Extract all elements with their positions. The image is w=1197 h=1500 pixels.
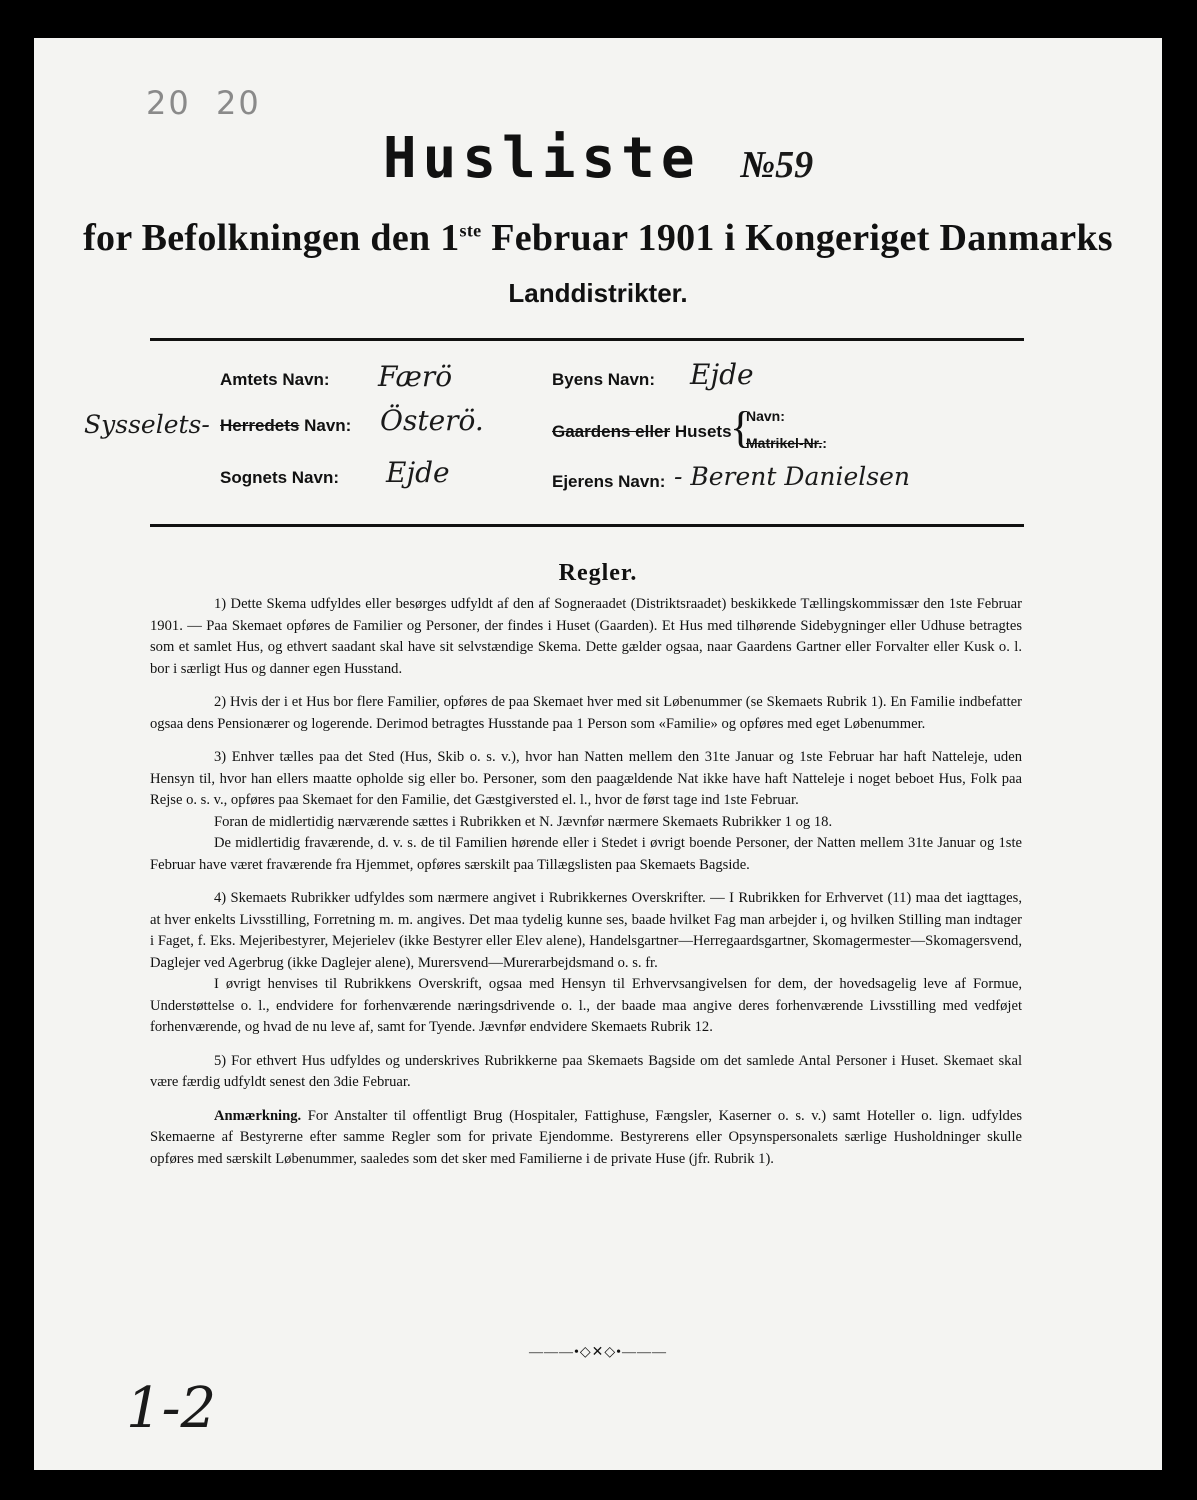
gaard-label-rest: Husets — [670, 422, 732, 441]
rule-4b: I øvrigt henvises til Rubrikkens Overskrift, ogsaa med Hensyn til Erhvervsangivelsen for dem, der hovedsagelig leve af Formue, Understøttelse o. l., endvidere for forhenværende næringsdrivende o. l., der baade maa angive deres forhenværende Livsstilling med vedføjet forhenværende, og hvad de nu leve af, samt for Tyende. Jævnfør endvidere Skemaets Rubrik 12. — [150, 976, 1022, 1035]
herred-label — [220, 416, 351, 436]
gaard-label-struck: Gaardens eller — [552, 422, 671, 441]
matrikel-struck: Matrikel-Nr. — [746, 435, 823, 451]
pencil-number-left: 20 — [146, 84, 191, 122]
brace-glyph: { — [730, 403, 752, 452]
rule-3b: Foran de midlertidig nærværende sættes i Rubrikken et N. Jævnfør nærmere Skemaets Rubrikker 1 og 18. — [214, 813, 833, 830]
ejer-value: - Berent Danielsen — [674, 462, 910, 491]
herred-label-rest: Navn: — [299, 416, 352, 435]
sogn-value: Ejde — [386, 456, 450, 489]
middle-divider — [150, 524, 1024, 527]
pencil-number-right: 20 — [216, 84, 261, 122]
matrikel-colon: : — [822, 435, 827, 451]
bottom-handwritten-number: 1-2 — [126, 1376, 217, 1441]
rule-4: 4) Skemaets Rubrikker udfyldes som nærmere angivet i Rubrikkernes Overskrifter. — I Rubrikken for Erhvervet (11) maa det iagttages, at hver enkelts Livsstilling, Forretning m. m. angives. Det maa tydelig kunne ses, baade hvilket Fag man arbejder i, og hvilken Stilling man indtager i Faget, f. Eks. Mejeribestyrer, Mejerielev (ikke Bestyrer eller Elev alene), Handelsgartner—Herregaardsgartner, Skomagermester—Skomagersvend, Daglejer ved Agerbrug (ikke Daglejer alene), Murersvend—Murerarbejdsmand o. s. fr. — [150, 890, 1022, 971]
form-subtitle — [34, 216, 1162, 260]
subtitle-part-1: for Befolkningen den 1 — [83, 217, 460, 259]
sogn-label: Sognets Navn: — [220, 468, 340, 487]
note — [150, 1106, 1022, 1171]
herred-label-struck: Herredets — [220, 416, 300, 435]
rule-2: 2) Hvis der i et Hus bor flere Familier, opføres de paa Skemaet hver med sit Løbenummer (se Skemaets Rubrik 1). En Familie indbefatter ogsaa dens Pensionærer og logerende. Derimod betragtes Husstande paa 1 Person som «Familie» og opføres med eget Løbenummer. — [150, 694, 1022, 732]
by-label: Byens Navn: — [552, 370, 655, 389]
subtitle-sup: ste — [459, 220, 482, 241]
rule-5: 5) For ethvert Hus udfyldes og underskrives Rubrikkerne paa Skemaets Bagside om det samlede Antal Personer i Huset. Skemaet skal være færdig udfyldt senest den 3die Februar. — [150, 1052, 1022, 1090]
form-title — [34, 126, 1162, 191]
list-number: 59 — [775, 144, 814, 186]
rule-3: 3) Enhver tælles paa det Sted (Hus, Skib o. s. v.), hvor han Natten mellem den 31te Januar og 1ste Februar har haft Natteleje, uden Hensyn til, hvor han ellers maatte opholde sig eller bo. Personer, som den paagældende Nat ikke have haft Natteleje i noget beboet Hus, Folk paa Rejse o. s. v., opføres paa Skemaet for den Familie, det Gæstgiversted el. l., hvor de først tage ind 1ste Februar. — [150, 749, 1022, 808]
top-divider — [150, 338, 1024, 341]
subtitle-part-2: Februar 1901 i Kongeriget Danmarks — [481, 217, 1113, 259]
by-value: Ejde — [690, 358, 754, 391]
amt-label: Amtets Navn: — [220, 370, 330, 389]
number-prefix: № — [740, 144, 776, 186]
ornament-divider: ———•◇✕◇•——— — [528, 1345, 668, 1360]
note-label: Anmærkning. — [214, 1107, 302, 1124]
amt-value: Færö — [378, 360, 453, 393]
gaard-navn-label: Navn: — [746, 408, 785, 424]
district-heading: Landdistrikter. — [508, 278, 688, 308]
gaard-matrikel-label — [746, 435, 827, 451]
rules-body — [150, 594, 1022, 1182]
rule-1: 1) Dette Skema udfyldes eller besørges udfyldt af den af Sogneraadet (Distriktsraadet) beskikkede Tællingskommissær den 1ste Februar 1901. — Paa Skemaet opføres de Familier og Personer, der findes i Huset (Gaarden). Et Hus med tilhørende Sidebygninger eller Udhuse betragtes som et samlet Hus, og ethvert saadant skal have sit selvstændige Skema. Dette gælder ogsaa, naar Gaardens Gartner eller Forvalter eller Kusk o. l. bor i særligt Hus og danner egen Husstand. — [150, 596, 1022, 677]
census-form-page — [34, 38, 1162, 1470]
gaard-label — [552, 422, 732, 442]
herred-value: Österö. — [380, 404, 484, 437]
title-text: Husliste — [382, 126, 701, 191]
ejer-label: Ejerens Navn: — [552, 472, 666, 491]
herred-margin-note: Sysselets- — [84, 410, 210, 439]
note-text: For Anstalter til offentligt Brug (Hospitaler, Fattighuse, Fængsler, Kaserner o. s. v.) samt Hoteller o. lign. udfyldes Skemaerne af Bestyrerne efter samme Regler som for private Ejendomme. Bestyrerens eller Opsynspersonalets særlige Husholdninger skulle opføres med særskilt Løbenummer, saaledes som det sker med Familierne i de private Huse (jfr. Rubrik 1). — [150, 1107, 1022, 1167]
rule-3c: De midlertidig fraværende, d. v. s. de til Familien hørende eller i Stedet i øvrigt boende Personer, der Natten mellem 31te Januar og 1ste Februar have været fraværende fra Hjemmet, opføres særskilt paa Tillægslisten paa Skemaets Bagside. — [150, 835, 1022, 873]
rules-title: Regler. — [558, 560, 638, 586]
